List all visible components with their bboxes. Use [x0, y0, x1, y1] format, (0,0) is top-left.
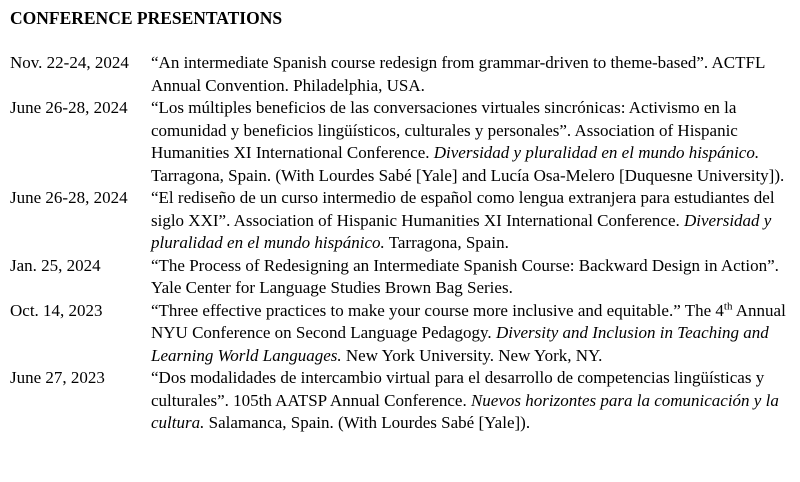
entry-title: “An intermediate Spanish course redesign from grammar-driven to theme-based”.	[151, 53, 709, 72]
entry-text	[151, 255, 795, 300]
entry-venue: 105th AATSP Annual Conference.	[233, 390, 467, 410]
entry-text	[151, 97, 795, 187]
presentation-entry	[10, 255, 795, 300]
presentation-entry	[10, 187, 795, 255]
ordinal-suffix: th	[723, 299, 733, 312]
entry-title: “Los múltiples beneficios de las conversaciones virtuales sincrónicas: Activismo en la comunidad y beneficios lingüísticos, culturales y personales”.	[151, 98, 737, 140]
entry-venue: Association of Hispanic Humanities XI International Conference.	[151, 120, 738, 162]
entry-venue: Association of Hispanic Humanities XI International Conference.	[233, 210, 680, 230]
entry-date: June 26-28, 2024	[10, 188, 128, 207]
entry-text	[151, 367, 795, 435]
entry-date: Nov. 22-24, 2024	[10, 53, 129, 72]
entry-theme: Diversidad y pluralidad en el mundo hispánico.	[433, 143, 760, 162]
entry-location: Tarragona, Spain.	[388, 233, 509, 252]
entry-location: New York University. New York, NY.	[345, 345, 603, 365]
entry-text	[151, 187, 795, 255]
entry-title: “El rediseño de un curso intermedio de español como lengua extranjera para estudiantes del siglo XXI”.	[151, 188, 775, 230]
entry-location: Salamanca, Spain.	[208, 413, 334, 432]
entry-theme: Diversidad y pluralidad en el mundo hispánico.	[151, 210, 772, 252]
entry-venue: Yale Center for Language Studies Brown Bag Series.	[151, 278, 513, 297]
entry-text	[151, 300, 795, 368]
entry-title: “Dos modalidades de intercambio virtual para el desarrollo de competencias lingüísticas y culturales”.	[151, 368, 765, 410]
entry-date: June 27, 2023	[10, 368, 105, 387]
entry-title: “The Process of Redesigning an Intermediate Spanish Course: Backward Design in Action”.	[151, 255, 779, 275]
section-title: CONFERENCE PRESENTATIONS	[10, 8, 283, 28]
entry-title: “Three effective practices to make your course more inclusive and equitable.”	[151, 300, 681, 320]
presentation-entry	[10, 300, 795, 368]
entry-date: Oct. 14, 2023	[10, 300, 103, 320]
presentation-entry	[10, 52, 795, 97]
presentation-entry	[10, 367, 795, 435]
entry-venue: ACTFL Annual Convention.	[151, 53, 765, 95]
entry-text	[151, 52, 795, 97]
presentation-entry	[10, 97, 795, 187]
entry-venue-prefix: The 4	[684, 300, 724, 320]
entry-date: June 26-28, 2024	[10, 98, 128, 117]
entry-collaborators: (With Lourdes Sabé [Yale]).	[337, 413, 531, 432]
entry-theme: Nuevos horizontes para la comunicación y la cultura.	[151, 390, 779, 432]
entry-theme: Diversity and Inclusion in Teaching and Learning World Languages.	[151, 323, 769, 365]
entry-venue: Annual NYU Conference on Second Language Pedagogy.	[151, 300, 786, 342]
entry-location: Tarragona, Spain.	[151, 165, 272, 185]
entry-collaborators: (With Lourdes Sabé [Yale] and Lucía Osa-Melero [Duquesne University]).	[275, 165, 785, 185]
entry-location: Philadelphia, USA.	[293, 75, 425, 95]
entry-date: Jan. 25, 2024	[10, 255, 101, 275]
presentation-list	[10, 52, 795, 435]
